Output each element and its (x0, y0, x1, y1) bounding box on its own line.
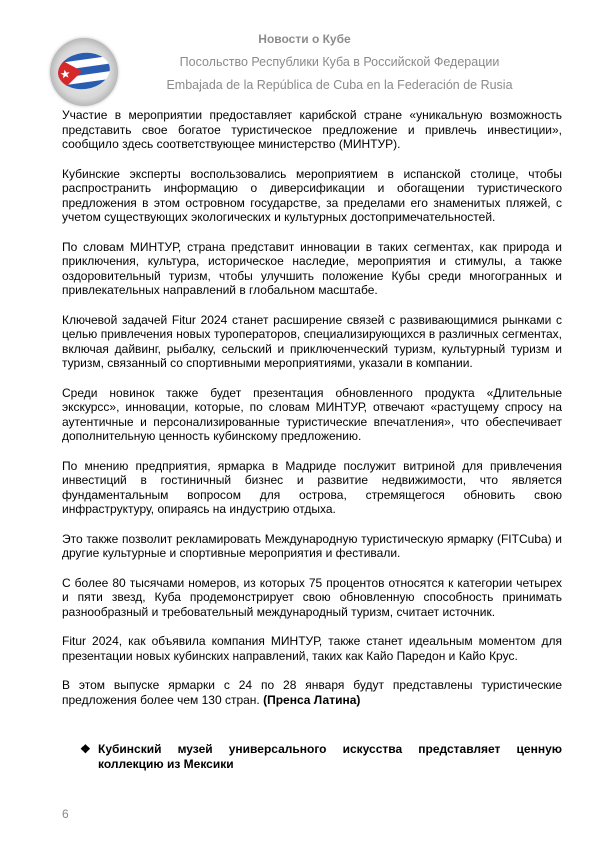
article-paragraph: С более 80 тысячами номеров, из которых 75 процентов относятся к категории четырех и пяти звезд, Куба продемонстрирует свою обновленную способность принимать разнообразный и требовательный международный туризм, считает источник. (62, 575, 562, 619)
page-header (0, 0, 609, 100)
article-paragraph: Кубинские эксперты воспользовались мероприятием в испанской столице, чтобы распространить информацию о диверсификации и обогащении туристического предложения в этом островном государстве, за пределами его знаменитых пляжей, с учетом существующих экологических и культурных достопримечательностей. (62, 166, 562, 224)
article-paragraph: Среди новинок также будет презентация обновленного продукта «Длительные экскурсс», инновации, которые, по словам МИНТУР, отвечают «растущему спросу на аутентичные и персонализированные туристические впечатления», что обеспечивает дополнительную ценность кубинскому предложению. (62, 385, 562, 443)
article-body (62, 108, 562, 722)
embassy-name-es: Embajada de la República de Cuba en la Federación de Rusia (166, 78, 513, 92)
last-paragraph-text: В этом выпуске ярмарки с 24 по 28 января будут представлены туристические предложения более чем 130 стран. (62, 678, 562, 707)
article-last-paragraph (62, 678, 562, 707)
source-attribution: (Пренса Латина) (263, 692, 361, 707)
article-paragraph: По мнению предприятия, ярмарка в Мадриде послужит витриной для привлечения инвестиций в гостиничный бизнес и развитие недвижимости, что является фундаментальным вопросом для острова, стремящегося обновить свою инфраструктуру, опираясь на индустрию отдыха. (62, 458, 562, 516)
next-article-headline (80, 742, 562, 771)
newsletter-title: Новости о Кубе (258, 32, 351, 46)
article-paragraph: По словам МИНТУР, страна представит инновации в таких сегментах, как природа и приключения, культура, историческое наследие, мероприятия и стимулы, а также оздоровительный туризм, чтобы улучшить положение Кубы среди многогранных и привлекательных направлений в глобальном масштабе. (62, 239, 562, 297)
next-headline-text: Кубинский музей универсального искусства представляет ценную коллекцию из Мексики (98, 742, 562, 771)
page-number: 6 (62, 807, 69, 821)
diamond-bullet-icon: ❖ (80, 742, 91, 756)
cuba-flag-logo-icon (50, 38, 118, 106)
article-paragraph: Это также позволит рекламировать Международную туристическую ярмарку (FITCuba) и другие культурные и спортивные мероприятия и фестивали. (62, 531, 562, 560)
embassy-name-ru: Посольство Республики Куба в Российской Федерации (179, 55, 500, 69)
article-paragraph: Ключевой задачей Fitur 2024 станет расширение связей с развивающимися рынками с целью привлечения новых туроператоров, специализирующихся в различных сегментах, включая дайвинг, рыбалку, сельский и приключенческий туризм, культурный туризм и туризм, связанный со спортивными мероприятиями, указали в компании. (62, 312, 562, 370)
article-paragraph: Fitur 2024, как объявила компания МИНТУР, также станет идеальным моментом для презентации новых кубинских направлений, таких как Кайо Паредон и Кайо Крус. (62, 634, 562, 663)
article-paragraph: Участие в мероприятии предоставляет карибской стране «уникальную возможность представить свое богатое туристическое предложение и привлечь инвестиции», сообщило здесь соответствующее министерство (МИНТУР). (62, 108, 562, 151)
